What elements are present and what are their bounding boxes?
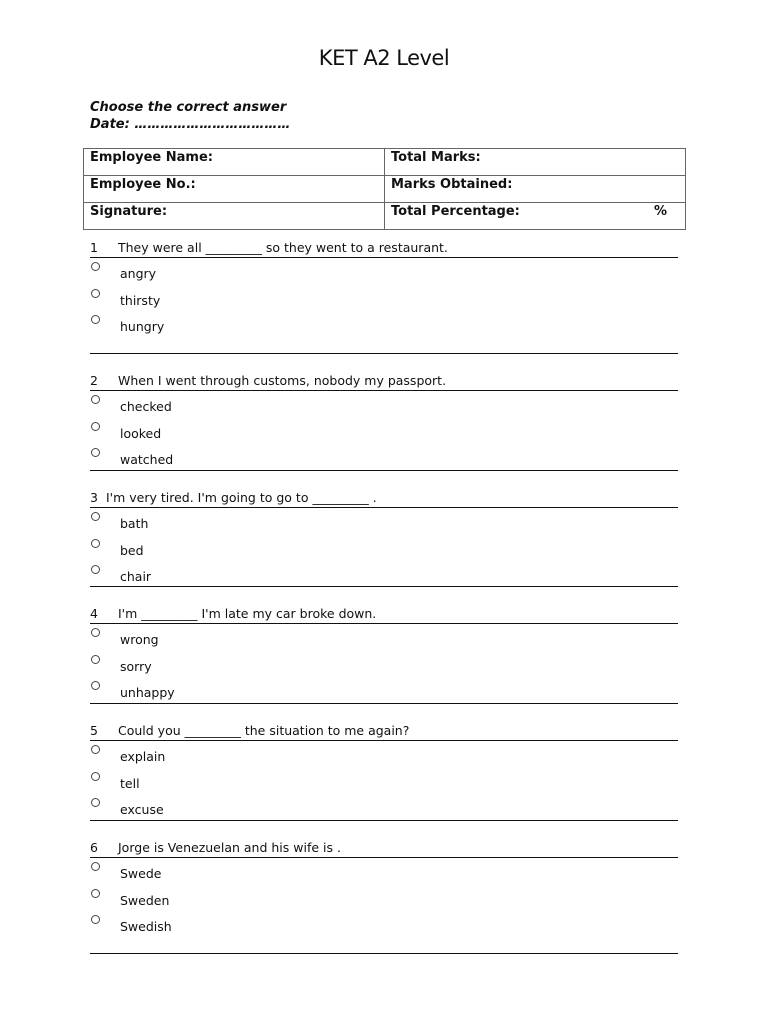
answer-option[interactable]	[90, 561, 678, 588]
answer-option[interactable]	[90, 677, 678, 704]
question-5	[90, 723, 678, 821]
option-label: angry	[120, 266, 157, 281]
question-text: I'm very tired. I'm going to go to _________ .	[106, 490, 377, 505]
question-divider	[90, 820, 678, 821]
question-stem	[90, 373, 678, 391]
question-number: 3	[90, 490, 98, 505]
option-label: Sweden	[120, 892, 170, 908]
employee-name-cell[interactable]: Employee Name:	[84, 149, 385, 176]
answer-option[interactable]	[90, 391, 678, 418]
radio-button[interactable]	[91, 422, 100, 431]
info-row	[84, 203, 686, 230]
radio-button[interactable]	[91, 915, 100, 924]
total-percentage-cell[interactable]	[385, 203, 686, 230]
radio-button[interactable]	[91, 512, 100, 521]
answer-option[interactable]	[90, 911, 678, 938]
total-marks-cell[interactable]: Total Marks:	[385, 149, 686, 176]
employee-no-cell[interactable]: Employee No.:	[84, 176, 385, 203]
total-percentage-label: Total Percentage:	[391, 204, 520, 219]
question-number: 1	[90, 240, 98, 255]
question-text: They were all _________ so they went to a restaurant.	[118, 240, 448, 255]
signature-cell[interactable]: Signature:	[84, 203, 385, 230]
radio-button[interactable]	[91, 745, 100, 754]
radio-button[interactable]	[91, 565, 100, 574]
option-label: Swede	[120, 866, 162, 881]
instructions-text: Choose the correct answer	[90, 100, 287, 115]
option-label: chair	[120, 569, 152, 584]
question-text: Could you _________ the situation to me again?	[118, 723, 410, 738]
question-divider	[90, 353, 678, 354]
page-title: KET A2 Level	[318, 46, 450, 70]
question-number: 4	[90, 606, 98, 621]
answer-option[interactable]	[90, 508, 678, 535]
info-row	[84, 176, 686, 203]
option-label: checked	[120, 399, 172, 414]
radio-button[interactable]	[91, 539, 100, 548]
date-line: Date: ………………………………	[90, 117, 291, 132]
question-3	[90, 490, 678, 588]
option-label: Swedish	[120, 919, 172, 934]
answer-option[interactable]	[90, 885, 678, 912]
answer-option[interactable]	[90, 794, 678, 821]
answer-option[interactable]	[90, 858, 678, 885]
option-label: bath	[120, 516, 149, 531]
radio-button[interactable]	[91, 681, 100, 690]
question-stem	[90, 490, 678, 508]
radio-button[interactable]	[91, 315, 100, 324]
option-label: hungry	[120, 319, 165, 334]
question-text: I'm _________ I'm late my car broke down.	[118, 606, 377, 621]
answer-option[interactable]	[90, 741, 678, 768]
question-stem	[90, 840, 678, 858]
option-label: watched	[120, 452, 174, 467]
question-number: 6	[90, 840, 98, 855]
radio-button[interactable]	[91, 798, 100, 807]
question-stem	[90, 606, 678, 624]
option-label: tell	[120, 775, 140, 791]
radio-button[interactable]	[91, 289, 100, 298]
radio-button[interactable]	[91, 628, 100, 637]
marks-obtained-cell[interactable]: Marks Obtained:	[385, 176, 686, 203]
radio-button[interactable]	[91, 448, 100, 457]
option-label: bed	[120, 542, 144, 558]
option-label: excuse	[120, 802, 164, 817]
answer-option[interactable]	[90, 768, 678, 795]
option-label: looked	[120, 425, 162, 441]
answer-option[interactable]	[90, 535, 678, 562]
question-text: Jorge is Venezuelan and his wife is .	[118, 840, 341, 855]
question-text: When I went through customs, nobody my passport.	[118, 373, 447, 388]
radio-button[interactable]	[91, 655, 100, 664]
option-label: wrong	[120, 632, 159, 647]
question-divider	[90, 586, 678, 587]
answer-option[interactable]	[90, 311, 678, 338]
question-stem	[90, 240, 678, 258]
option-label: thirsty	[120, 292, 161, 308]
answer-option[interactable]	[90, 444, 678, 471]
question-1	[90, 240, 678, 338]
percent-sign: %	[653, 204, 667, 219]
answer-option[interactable]	[90, 624, 678, 651]
option-label: explain	[120, 749, 166, 764]
answer-option[interactable]	[90, 285, 678, 312]
option-label: unhappy	[120, 685, 175, 700]
question-6	[90, 840, 678, 938]
answer-option[interactable]	[90, 651, 678, 678]
question-stem	[90, 723, 678, 741]
question-number: 2	[90, 373, 98, 388]
employee-info-table	[83, 148, 686, 230]
question-divider	[90, 703, 678, 704]
question-4	[90, 606, 678, 704]
radio-button[interactable]	[91, 262, 100, 271]
info-row	[84, 149, 686, 176]
option-label: sorry	[120, 658, 152, 674]
radio-button[interactable]	[91, 772, 100, 781]
question-divider	[90, 953, 678, 954]
question-divider	[90, 470, 678, 471]
radio-button[interactable]	[91, 395, 100, 404]
radio-button[interactable]	[91, 889, 100, 898]
question-number: 5	[90, 723, 98, 738]
question-2	[90, 373, 678, 471]
answer-option[interactable]	[90, 418, 678, 445]
answer-option[interactable]	[90, 258, 678, 285]
radio-button[interactable]	[91, 862, 100, 871]
